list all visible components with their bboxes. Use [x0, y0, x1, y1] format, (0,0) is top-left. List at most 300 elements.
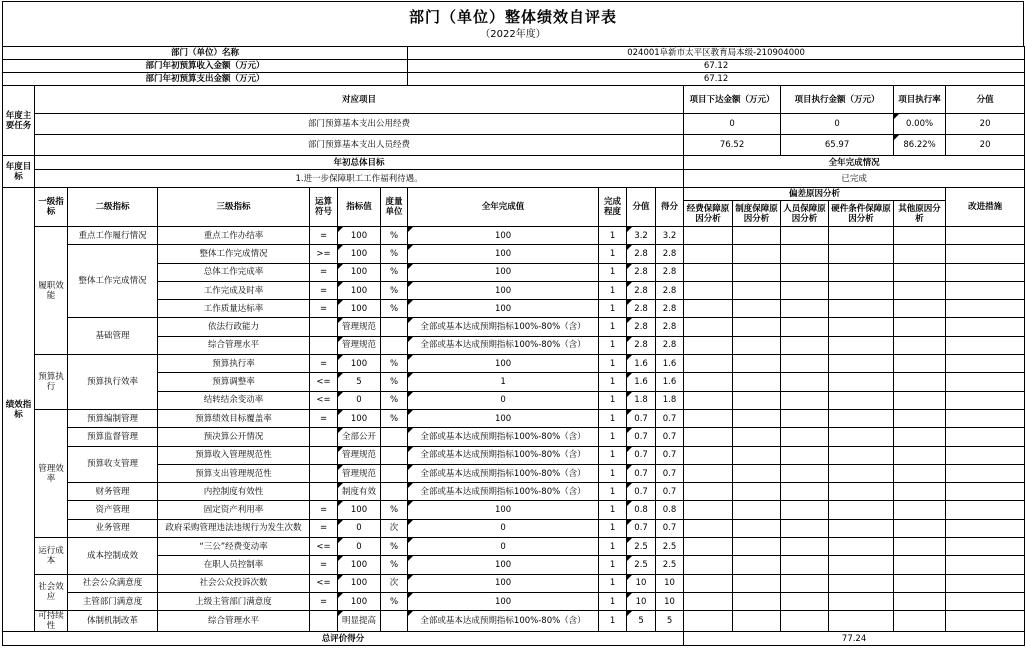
evaluation-sheet: [2, 1, 1024, 662]
table-row: [3, 245, 1025, 263]
perf-col-fix: 改进措施: [946, 188, 1025, 227]
perf-blank: [829, 336, 894, 354]
perf-unit: 次: [381, 574, 408, 592]
goals-plan-label: 年初总体目标: [35, 156, 684, 170]
perf-col-l3: 三级指标: [158, 188, 310, 227]
perf-blank: [894, 556, 946, 574]
table-row: [3, 428, 1025, 446]
perf-blank: [829, 464, 894, 482]
perf-blank: [946, 227, 1025, 245]
perf-blank: [781, 245, 829, 263]
perf-deg: 1: [599, 538, 627, 556]
perf-col-unit: 度量单位: [381, 188, 408, 227]
perf-blank: [684, 556, 733, 574]
perf-blank: [946, 556, 1025, 574]
perf-score: 0.7: [627, 519, 656, 537]
table-row: [3, 114, 1025, 135]
perf-blank: [781, 355, 829, 373]
perf-unit: %: [381, 281, 408, 299]
perf-blank: [946, 483, 1025, 501]
dept-value: 024001阜新市太平区教育局本级-210904000: [408, 47, 1025, 60]
perf-blank: [894, 611, 946, 632]
perf-blank: [946, 318, 1025, 336]
table-row: [3, 446, 1025, 464]
table-row: [3, 188, 1025, 201]
title-block: [2, 1, 1024, 46]
perf-l3: 综合管理水平: [158, 611, 310, 632]
goals-plan: 1.进一步保障职工工作福利待遇。: [35, 170, 684, 188]
perf-blank: [733, 574, 781, 592]
perf-blank: [781, 519, 829, 537]
task-budget: 76.52: [684, 135, 781, 156]
perf-l3: 社会公众投诉次数: [158, 574, 310, 592]
perf-blank: [894, 483, 946, 501]
perf-l3: 预算收入管理规范性: [158, 446, 310, 464]
perf-blank: [733, 300, 781, 318]
perf-deg: 1: [599, 409, 627, 427]
perf-blank: [894, 409, 946, 427]
perf-score: 2.8: [627, 336, 656, 354]
perf-l2: 体制机制改革: [68, 611, 158, 632]
perf-score: 0.7: [627, 483, 656, 501]
perf-l3: 综合管理水平: [158, 336, 310, 354]
perf-op: [310, 336, 338, 354]
perf-l3: 结转结余变动率: [158, 391, 310, 409]
perf-got: 0.7: [656, 409, 684, 427]
perf-op: =: [310, 263, 338, 281]
income-label: 部门年初预算收入金额（万元）: [3, 60, 408, 73]
perf-yearval: 0: [408, 538, 599, 556]
perf-l2: 财务管理: [68, 483, 158, 501]
perf-blank: [894, 501, 946, 519]
perf-unit: [381, 483, 408, 501]
perf-l3: 上级主管部门满意度: [158, 592, 310, 610]
perf-col-d2: 制度保障原因分析: [733, 201, 781, 227]
perf-yearval: 0: [408, 391, 599, 409]
perf-col-l2: 二级指标: [68, 188, 158, 227]
perf-blank: [781, 611, 829, 632]
perf-blank: [829, 245, 894, 263]
perf-blank: [733, 355, 781, 373]
perf-blank: [781, 464, 829, 482]
perf-blank: [894, 227, 946, 245]
perf-deg: 1: [599, 391, 627, 409]
perf-blank: [684, 318, 733, 336]
perf-got: 2.8: [656, 281, 684, 299]
perf-deg: 1: [599, 300, 627, 318]
perf-l2: 重点工作履行情况: [68, 227, 158, 245]
perf-blank: [829, 446, 894, 464]
table-row: [3, 170, 1025, 188]
table-row: [3, 47, 1025, 60]
perf-blank: [829, 281, 894, 299]
perf-deg: 1: [599, 592, 627, 610]
perf-blank: [829, 373, 894, 391]
perf-op: =: [310, 501, 338, 519]
perf-unit: [381, 446, 408, 464]
perf-score: 2.8: [627, 300, 656, 318]
perf-idx: 0: [338, 391, 381, 409]
task-rate: 86.22%: [894, 135, 946, 156]
perf-col-d1: 经费保障原因分析: [684, 201, 733, 227]
perf-got: 0.7: [656, 464, 684, 482]
perf-col-d5: 其他原因分析: [894, 201, 946, 227]
perf-blank: [946, 611, 1025, 632]
perf-unit: [381, 428, 408, 446]
perf-blank: [684, 519, 733, 537]
perf-yearval: 100: [408, 592, 599, 610]
perf-blank: [684, 409, 733, 427]
perf-op: [310, 611, 338, 632]
perf-blank: [946, 263, 1025, 281]
expense-label: 部门年初预算支出金额（万元）: [3, 73, 408, 86]
task-exec: 65.97: [781, 135, 894, 156]
perf-l3: 固定资产利用率: [158, 501, 310, 519]
perf-yearval: 全部或基本达成预期指标100%-80%（含）: [408, 446, 599, 464]
year-subtitle: （2022年度）: [480, 29, 546, 40]
perf-blank: [946, 373, 1025, 391]
perf-op: =: [310, 409, 338, 427]
perf-blank: [946, 519, 1025, 537]
perf-l3: 总体工作完成率: [158, 263, 310, 281]
perf-blank: [946, 574, 1025, 592]
table-row: [3, 355, 1025, 373]
table-row: [3, 519, 1025, 537]
perf-deg: 1: [599, 483, 627, 501]
perf-blank: [733, 538, 781, 556]
tasks-col-item: 对应项目: [35, 86, 684, 114]
perf-got: 2.8: [656, 318, 684, 336]
perf-yearval: 100: [408, 355, 599, 373]
perf-l3: 工作完成及时率: [158, 281, 310, 299]
perf-blank: [894, 245, 946, 263]
perf-col-dev: 偏差原因分析: [684, 188, 946, 201]
perf-idx: 100: [338, 227, 381, 245]
perf-blank: [894, 336, 946, 354]
perf-got: 2.5: [656, 538, 684, 556]
perf-blank: [733, 318, 781, 336]
perf-idx: 100: [338, 409, 381, 427]
perf-blank: [733, 245, 781, 263]
perf-score: 0.7: [627, 446, 656, 464]
perf-blank: [684, 483, 733, 501]
perf-unit: [381, 464, 408, 482]
perf-blank: [733, 263, 781, 281]
perf-op: =: [310, 556, 338, 574]
perf-blank: [733, 483, 781, 501]
perf-got: 2.8: [656, 263, 684, 281]
perf-blank: [781, 409, 829, 427]
perf-blank: [829, 501, 894, 519]
perf-got: 2.8: [656, 245, 684, 263]
perf-yearval: 全部或基本达成预期指标100%-80%（含）: [408, 428, 599, 446]
perf-l2: 整体工作完成情况: [68, 245, 158, 318]
perf-l2: 社会公众满意度: [68, 574, 158, 592]
table-row: [3, 632, 1025, 646]
perf-idx: 全部公开: [338, 428, 381, 446]
perf-blank: [684, 245, 733, 263]
perf-unit: [381, 611, 408, 632]
perf-deg: 1: [599, 227, 627, 245]
perf-blank: [946, 336, 1025, 354]
perf-deg: 1: [599, 574, 627, 592]
perf-got: 1.6: [656, 355, 684, 373]
perf-op: =: [310, 355, 338, 373]
perf-idx: 100: [338, 501, 381, 519]
perf-blank: [781, 574, 829, 592]
perf-blank: [684, 281, 733, 299]
perf-blank: [829, 318, 894, 336]
perf-deg: 1: [599, 428, 627, 446]
perf-l2: 资产管理: [68, 501, 158, 519]
perf-op: =: [310, 519, 338, 537]
total-label: 总评价得分: [3, 632, 684, 646]
perf-idx: 0: [338, 538, 381, 556]
perf-op: <=: [310, 373, 338, 391]
perf-blank: [733, 556, 781, 574]
perf-l3: 预决算公开情况: [158, 428, 310, 446]
perf-blank: [684, 263, 733, 281]
task-exec: 0: [781, 114, 894, 135]
perf-l1: 运行成本: [35, 538, 68, 575]
perf-unit: %: [381, 263, 408, 281]
perf-blank: [946, 355, 1025, 373]
perf-unit: %: [381, 409, 408, 427]
perf-blank: [829, 263, 894, 281]
perf-got: 1.8: [656, 391, 684, 409]
perf-score: 3.2: [627, 227, 656, 245]
task-name: 部门预算基本支出公用经费: [35, 114, 684, 135]
perf-blank: [781, 501, 829, 519]
perf-l2: 基础管理: [68, 318, 158, 355]
perf-idx: 100: [338, 592, 381, 610]
perf-op: =: [310, 281, 338, 299]
perf-blank: [894, 538, 946, 556]
perf-col-d3: 人员保障原因分析: [781, 201, 829, 227]
perf-unit: %: [381, 227, 408, 245]
perf-deg: 1: [599, 501, 627, 519]
perf-blank: [829, 227, 894, 245]
income-value: 67.12: [408, 60, 1025, 73]
perf-op: [310, 428, 338, 446]
perf-l2: 业务管理: [68, 519, 158, 537]
perf-yearval: 全部或基本达成预期指标100%-80%（含）: [408, 318, 599, 336]
perf-blank: [946, 391, 1025, 409]
perf-unit: [381, 336, 408, 354]
table-row: [3, 86, 1025, 114]
perf-col-deg: 完成程度: [599, 188, 627, 227]
perf-yearval: 全部或基本达成预期指标100%-80%（含）: [408, 611, 599, 632]
perf-blank: [684, 501, 733, 519]
perf-blank: [829, 483, 894, 501]
perf-l1: 预算执行: [35, 355, 68, 410]
table-row: [3, 135, 1025, 156]
page-title: 部门（单位）整体绩效自评表: [408, 8, 617, 26]
perf-blank: [946, 245, 1025, 263]
perf-idx: 0: [338, 519, 381, 537]
perf-op: =: [310, 300, 338, 318]
perf-side-label: 绩效指标: [3, 188, 35, 632]
perf-blank: [894, 281, 946, 299]
perf-deg: 1: [599, 556, 627, 574]
perf-blank: [946, 409, 1025, 427]
perf-blank: [684, 391, 733, 409]
perf-op: [310, 464, 338, 482]
table-row: [3, 574, 1025, 592]
perf-yearval: 100: [408, 227, 599, 245]
perf-yearval: 100: [408, 501, 599, 519]
perf-l3: “三公”经费变动率: [158, 538, 310, 556]
perf-l3: 内控制度有效性: [158, 483, 310, 501]
perf-blank: [733, 336, 781, 354]
perf-yearval: 全部或基本达成预期指标100%-80%（含）: [408, 336, 599, 354]
perf-idx: 管理规范: [338, 446, 381, 464]
perf-unit: %: [381, 355, 408, 373]
perf-idx: 100: [338, 300, 381, 318]
perf-yearval: 全部或基本达成预期指标100%-80%（含）: [408, 464, 599, 482]
tasks-col-rate: 项目执行率: [894, 86, 946, 114]
perf-l2: 预算编制管理: [68, 409, 158, 427]
perf-l3: 预算调整率: [158, 373, 310, 391]
perf-idx: 管理规范: [338, 336, 381, 354]
perf-blank: [733, 409, 781, 427]
perf-blank: [684, 611, 733, 632]
perf-blank: [781, 263, 829, 281]
perf-col-got: 得分: [656, 188, 684, 227]
perf-col-yearval: 全年完成值: [408, 188, 599, 227]
table-row: [3, 483, 1025, 501]
perf-blank: [894, 355, 946, 373]
table-row: [3, 501, 1025, 519]
perf-blank: [829, 409, 894, 427]
perf-blank: [781, 446, 829, 464]
perf-score: 2.8: [627, 318, 656, 336]
tasks-col-exec: 项目执行金额（万元）: [781, 86, 894, 114]
perf-score: 10: [627, 592, 656, 610]
perf-blank: [684, 355, 733, 373]
perf-blank: [946, 446, 1025, 464]
perf-blank: [894, 318, 946, 336]
perf-got: 2.8: [656, 300, 684, 318]
perf-unit: %: [381, 391, 408, 409]
perf-blank: [946, 464, 1025, 482]
perf-got: 10: [656, 574, 684, 592]
perf-blank: [733, 464, 781, 482]
perf-blank: [894, 263, 946, 281]
perf-idx: 管理规范: [338, 318, 381, 336]
perf-deg: 1: [599, 519, 627, 537]
perf-blank: [684, 592, 733, 610]
perf-blank: [829, 519, 894, 537]
perf-l2: 预算收支管理: [68, 446, 158, 483]
perf-op: =: [310, 592, 338, 610]
perf-blank: [733, 592, 781, 610]
perf-score: 1.6: [627, 373, 656, 391]
perf-yearval: 100: [408, 263, 599, 281]
perf-deg: 1: [599, 281, 627, 299]
perf-blank: [733, 227, 781, 245]
perf-idx: 100: [338, 556, 381, 574]
perf-l2: 主管部门满意度: [68, 592, 158, 610]
perf-deg: 1: [599, 446, 627, 464]
perf-unit: %: [381, 556, 408, 574]
perf-l3: 依法行政能力: [158, 318, 310, 336]
perf-yearval: 0: [408, 519, 599, 537]
perf-blank: [733, 501, 781, 519]
table-row: [3, 227, 1025, 245]
perf-deg: 1: [599, 464, 627, 482]
perf-deg: 1: [599, 336, 627, 354]
perf-idx: 管理规范: [338, 464, 381, 482]
perf-blank: [894, 446, 946, 464]
perf-unit: %: [381, 538, 408, 556]
perf-blank: [733, 446, 781, 464]
perf-blank: [781, 300, 829, 318]
table-row: [3, 409, 1025, 427]
perf-unit: [381, 318, 408, 336]
perf-l1: 社会效应: [35, 574, 68, 611]
perf-l3: 预算执行率: [158, 355, 310, 373]
perf-blank: [684, 538, 733, 556]
perf-deg: 1: [599, 318, 627, 336]
total-value: 77.24: [684, 632, 1025, 646]
perf-blank: [781, 281, 829, 299]
perf-blank: [946, 428, 1025, 446]
perf-l2: 预算执行效率: [68, 355, 158, 410]
perf-got: 2.8: [656, 336, 684, 354]
eval-table: [2, 46, 1025, 646]
perf-l3: 整体工作完成情况: [158, 245, 310, 263]
perf-col-idx: 指标值: [338, 188, 381, 227]
perf-blank: [684, 428, 733, 446]
perf-got: 10: [656, 592, 684, 610]
perf-got: 5: [656, 611, 684, 632]
perf-l3: 重点工作办结率: [158, 227, 310, 245]
perf-unit: 次: [381, 519, 408, 537]
perf-blank: [781, 227, 829, 245]
perf-unit: %: [381, 245, 408, 263]
perf-got: 0.7: [656, 519, 684, 537]
perf-blank: [829, 611, 894, 632]
perf-l2: 成本控制成效: [68, 538, 158, 575]
table-row: [3, 60, 1025, 73]
perf-score: 0.7: [627, 464, 656, 482]
perf-col-score: 分值: [627, 188, 656, 227]
perf-idx: 100: [338, 263, 381, 281]
perf-blank: [684, 227, 733, 245]
perf-blank: [733, 281, 781, 299]
perf-unit: %: [381, 373, 408, 391]
perf-l3: 政府采购管理违法违规行为发生次数: [158, 519, 310, 537]
perf-blank: [781, 428, 829, 446]
table-row: [3, 611, 1025, 632]
perf-score: 5: [627, 611, 656, 632]
perf-got: 2.5: [656, 556, 684, 574]
table-body: [3, 47, 1025, 646]
perf-deg: 1: [599, 355, 627, 373]
perf-idx: 100: [338, 245, 381, 263]
perf-op: <=: [310, 538, 338, 556]
perf-got: 0.8: [656, 501, 684, 519]
perf-yearval: 100: [408, 574, 599, 592]
perf-idx: 100: [338, 355, 381, 373]
perf-blank: [829, 592, 894, 610]
task-score: 20: [946, 135, 1025, 156]
perf-blank: [894, 464, 946, 482]
perf-yearval: 1: [408, 373, 599, 391]
perf-l1: 履职效能: [35, 227, 68, 355]
perf-idx: 5: [338, 373, 381, 391]
